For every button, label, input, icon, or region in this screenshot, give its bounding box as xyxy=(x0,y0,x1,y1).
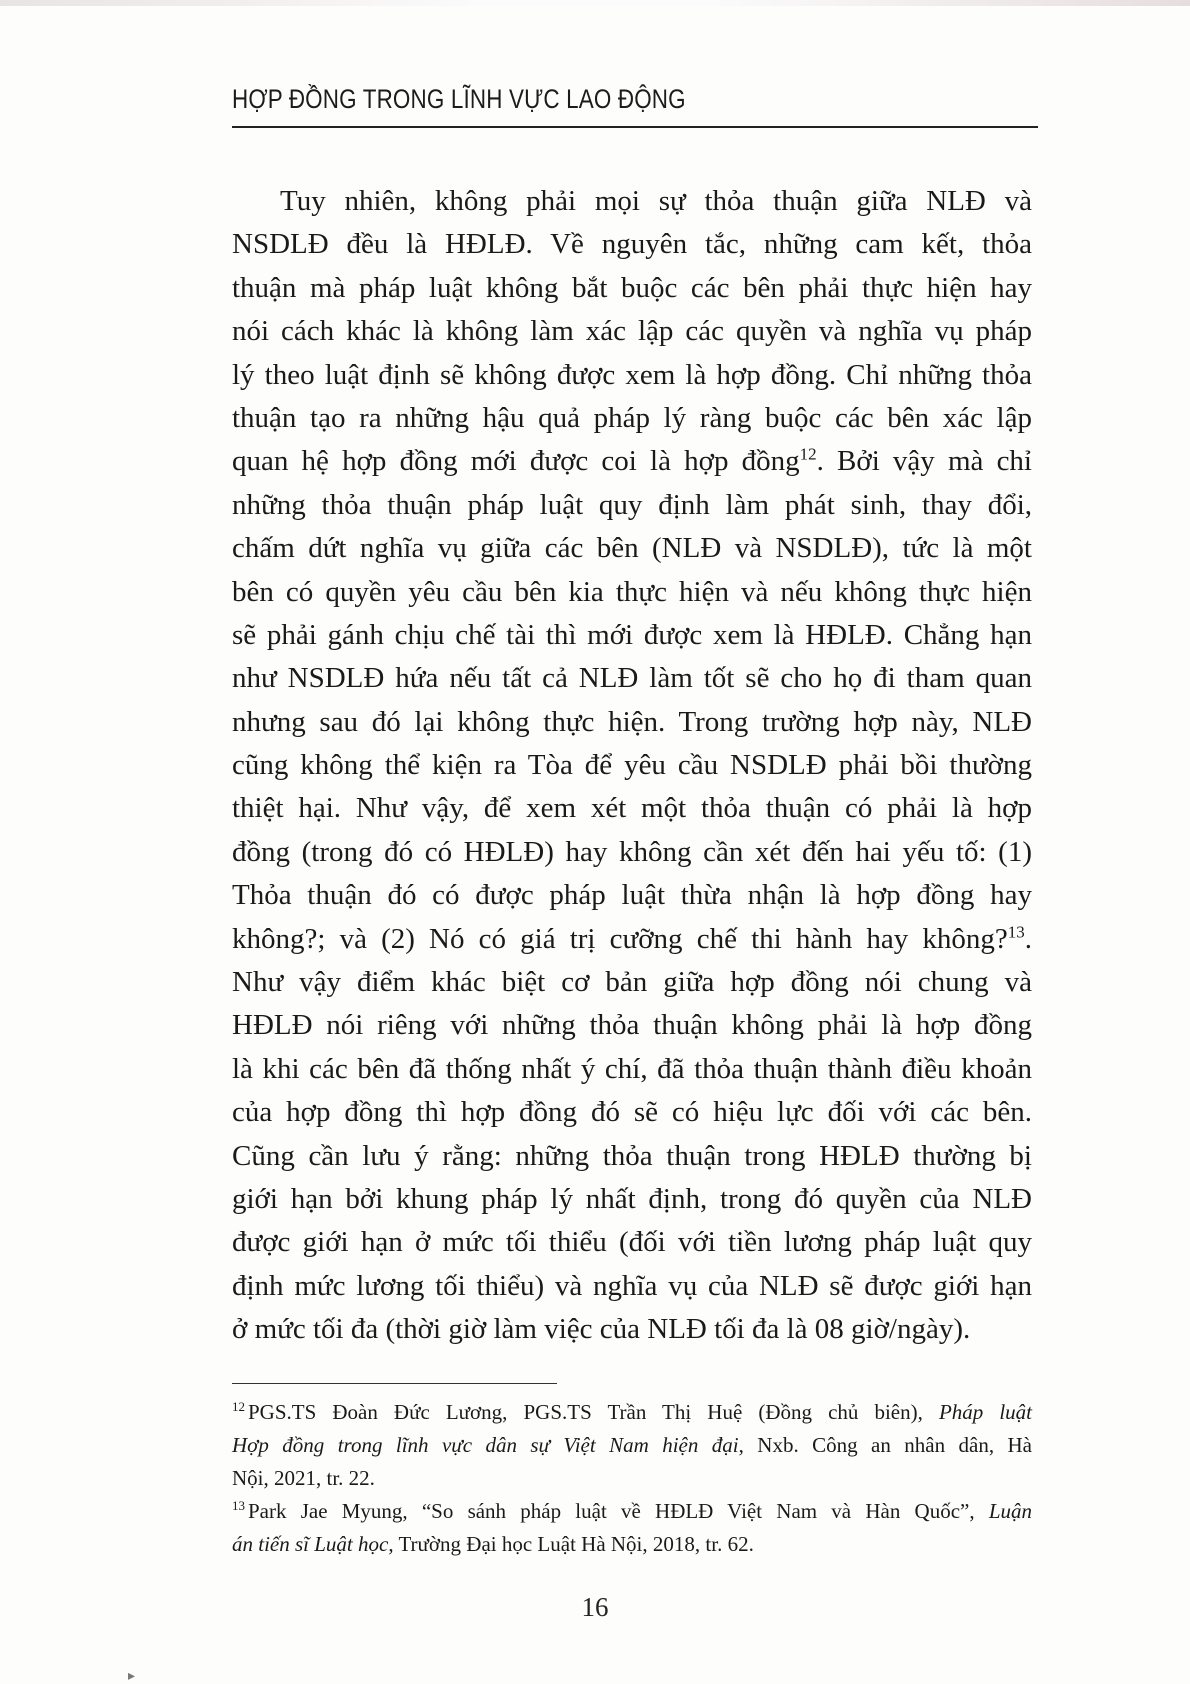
paragraph-line: đồng (trong đó có HĐLĐ) hay không cần xét đến hai yếu tố: (1) xyxy=(232,835,1032,868)
paragraph-line: ở mức tối đa (thời giờ làm việc của NLĐ tối đa là 08 giờ/ngày). xyxy=(232,1313,971,1346)
footnote-number: 12 xyxy=(232,1399,245,1414)
paragraph-line: chấm dứt nghĩa vụ giữa các bên (NLĐ và NSDLĐ), tức là một xyxy=(232,532,1032,565)
paragraph-line: sẽ phải gánh chịu chế tài thì mới được xem là HĐLĐ. Chẳng hạn xyxy=(232,618,1032,651)
footnote-12-line: Nội, 2021, tr. 22. xyxy=(232,1466,375,1490)
paragraph-line: Tuy nhiên, không phải mọi sự thỏa thuận giữa NLĐ và xyxy=(280,185,1032,217)
footnote-reference-13[interactable]: 13 xyxy=(1007,921,1025,941)
paragraph-line: thuận tạo ra những hậu quả pháp lý ràng buộc các bên xác lập xyxy=(232,401,1032,434)
line-text-tail: . xyxy=(1024,922,1032,955)
footnote-13-line xyxy=(232,1528,1032,1561)
footnote-title: Hợp đồng trong lĩnh vực dân sự Việt Nam hiện đại xyxy=(232,1433,739,1457)
paragraph-line: cũng không thể kiện ra Tòa để yêu cầu NSDLĐ phải bồi thường xyxy=(232,749,1032,782)
paragraph-line: Cũng cần lưu ý rằng: những thỏa thuận trong HĐLĐ thường bị xyxy=(232,1139,1032,1172)
scan-corner-mark: ▸ xyxy=(128,1668,136,1684)
footnotes xyxy=(232,1396,1032,1561)
paragraph-line: nói cách khác là không làm xác lập các quyền và nghĩa vụ pháp xyxy=(232,315,1032,348)
footnote-12-line xyxy=(232,1396,1032,1429)
footnote-title: Pháp luật xyxy=(938,1400,1033,1424)
paragraph-line xyxy=(232,440,1032,483)
footnote-13-line xyxy=(232,1495,1032,1528)
paragraph-line: NSDLĐ đều là HĐLĐ. Về nguyên tắc, những cam kết, thỏa xyxy=(232,228,1032,261)
paragraph-line: Thỏa thuận đó có được pháp luật thừa nhận là hợp đồng hay xyxy=(232,879,1032,912)
running-header-title: HỢP ĐỒNG TRONG LĨNH VỰC LAO ĐỘNG xyxy=(232,84,686,114)
paragraph-line: của hợp đồng thì hợp đồng đó sẽ có hiệu lực đối với các bên. xyxy=(232,1096,1032,1129)
page-number: 16 xyxy=(581,1592,609,1622)
footnote-separator xyxy=(232,1383,557,1384)
paragraph-line: thiệt hại. Như vậy, để xem xét một thỏa thuận có phải là hợp xyxy=(232,792,1032,825)
line-text-tail: . Bởi vậy mà chỉ xyxy=(816,445,1032,478)
paragraph-line: như NSDLĐ hứa nếu tất cả NLĐ làm tốt sẽ cho họ đi tham quan xyxy=(232,662,1032,695)
paragraph-line: giới hạn bởi khung pháp lý nhất định, trong đó quyền của NLĐ xyxy=(232,1182,1032,1215)
footnote-reference-12[interactable]: 12 xyxy=(799,444,817,464)
paragraph-line: là khi các bên đã thống nhất ý chí, đã thỏa thuận thành điều khoản xyxy=(232,1052,1032,1085)
paragraph-line: định mức lương tối thiểu) và nghĩa vụ của NLĐ sẽ được giới hạn xyxy=(232,1269,1032,1302)
paragraph-line: những thỏa thuận pháp luật quy định làm phát sinh, thay đổi, xyxy=(232,488,1032,521)
header-rule xyxy=(232,126,1038,128)
footnote-12-line xyxy=(232,1429,1032,1462)
line-text: không?; và (2) Nó có giá trị cưỡng chế thi hành hay không? xyxy=(232,922,1008,955)
footnote-title: án tiến sĩ Luật học xyxy=(232,1532,389,1556)
main-paragraph xyxy=(232,180,1032,1352)
paragraph-line: thuận mà pháp luật không bắt buộc các bên phải thực hiện hay xyxy=(232,271,1032,304)
footnote-title: Luận xyxy=(988,1499,1032,1523)
paragraph-line: nhưng sau đó lại không thực hiện. Trong trường hợp này, NLĐ xyxy=(232,705,1032,738)
paragraph-line: được giới hạn ở mức tối thiểu (đối với tiền lương pháp luật quy xyxy=(232,1226,1032,1259)
footnote-text: Park Jae Myung, “So sánh pháp luật về HĐLĐ Việt Nam và Hàn Quốc”, xyxy=(248,1499,975,1523)
footnote-text: , Trường Đại học Luật Hà Nội, 2018, tr. 62. xyxy=(388,1532,754,1556)
paragraph-line: Như vậy điểm khác biệt cơ bản giữa hợp đồng nói chung và xyxy=(232,966,1032,999)
footnote-number: 13 xyxy=(232,1498,245,1513)
paragraph-line: lý theo luật định sẽ không được xem là hợp đồng. Chỉ những thỏa xyxy=(232,358,1032,391)
paragraph-line: HĐLĐ nói riêng với những thỏa thuận không phải là hợp đồng xyxy=(232,1009,1032,1042)
footnote-text: , Nxb. Công an nhân dân, Hà xyxy=(738,1433,1032,1457)
line-text: quan hệ hợp đồng mới được coi là hợp đồng xyxy=(232,445,800,478)
paragraph-line xyxy=(232,918,1032,961)
page-top-edge xyxy=(0,0,1190,6)
paragraph-line: bên có quyền yêu cầu bên kia thực hiện và nếu không thực hiện xyxy=(232,575,1032,608)
footnote-text: PGS.TS Đoàn Đức Lương, PGS.TS Trần Thị Huệ (Đồng chủ biên), xyxy=(248,1400,923,1424)
